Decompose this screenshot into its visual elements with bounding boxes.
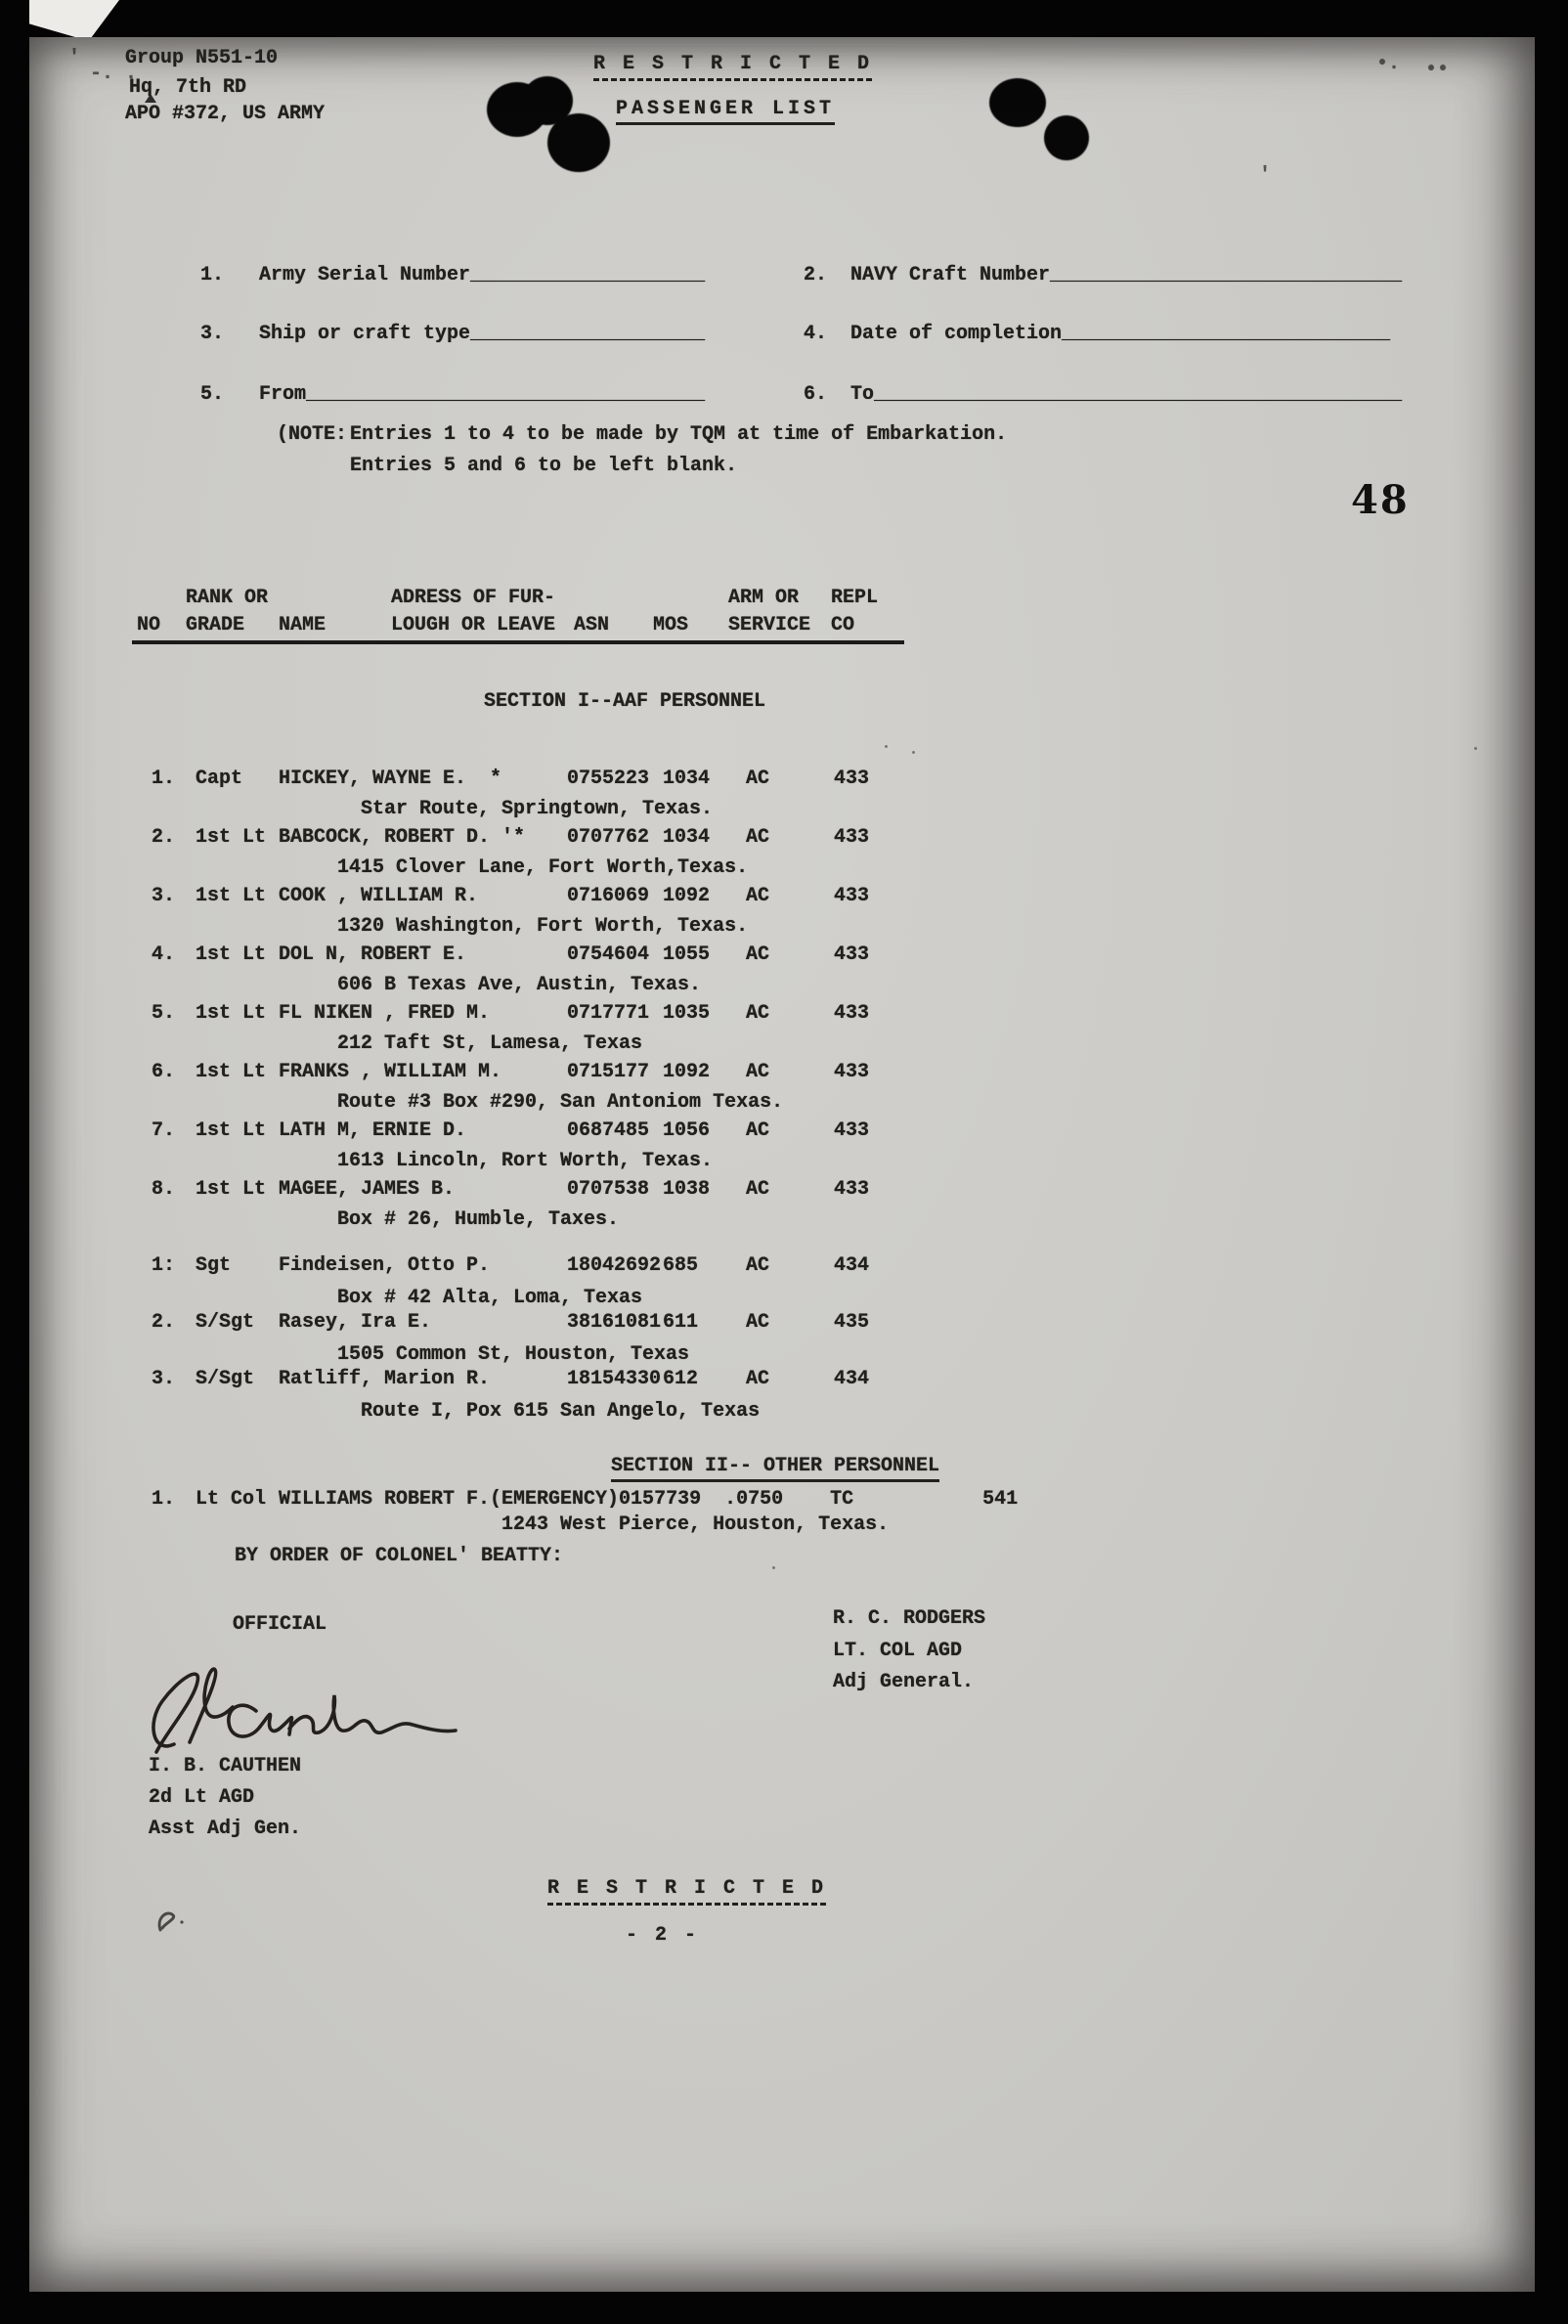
row-arm: AC: [746, 1119, 770, 1142]
col-header-no: NO: [137, 614, 161, 636]
table-header-rule: [132, 640, 904, 644]
speck: [772, 1566, 775, 1569]
table-row: [29, 1002, 1535, 1063]
row-number: 8.: [152, 1178, 176, 1201]
form-field-2: 2. NAVY Craft Number______________________________: [804, 264, 1403, 286]
ink-blob: [989, 78, 1046, 127]
row-repl: 433: [834, 1061, 870, 1083]
form-field-1: 1. Army Serial Number____________________: [200, 264, 706, 286]
row-rank: 1st Lt: [196, 1119, 267, 1142]
row-asn: 0707538: [567, 1178, 650, 1201]
row-name: MAGEE, JAMES B.: [279, 1178, 456, 1201]
classification-header: R E S T R I C T E D: [593, 53, 872, 81]
classification-footer: R E S T R I C T E D: [547, 1877, 826, 1906]
section-2-title: SECTION II-- OTHER PERSONNEL: [611, 1455, 939, 1482]
speck: [1474, 747, 1477, 750]
row-rank: Capt: [196, 767, 243, 790]
row-rank: 1st Lt: [196, 1178, 267, 1201]
row-mos: 1056: [663, 1119, 711, 1142]
table-row: [29, 1254, 1535, 1315]
row-number: 2.: [152, 1311, 176, 1334]
row-asn: 0715177: [567, 1061, 650, 1083]
col-header-address-2: LOUGH OR LEAVE: [391, 614, 556, 636]
row-number: 1.: [152, 767, 176, 790]
row-address: 212 Taft St, Lamesa, Texas: [337, 1032, 643, 1055]
row-number: 6.: [152, 1061, 176, 1083]
col-header-rank-2: GRADE: [186, 614, 245, 636]
note-line-2: Entries 5 and 6 to be left blank.: [350, 455, 738, 477]
row-repl: 433: [834, 885, 870, 907]
col-header-asn: ASN: [574, 614, 610, 636]
signature-title: Asst Adj Gen.: [149, 1818, 302, 1840]
margin-mark: ••: [1425, 59, 1450, 81]
row-number: 2.: [152, 826, 176, 849]
col-header-arm-1: ARM OR: [728, 587, 800, 609]
row-asn: 0687485: [567, 1119, 650, 1142]
row-mos: 611: [663, 1311, 699, 1334]
col-header-rank-1: RANK OR: [186, 587, 269, 609]
form-field-3: 3. Ship or craft type____________________: [200, 323, 706, 345]
row-rank: S/Sgt: [196, 1311, 255, 1334]
row-asn: 0716069: [567, 885, 650, 907]
table-row: [29, 943, 1535, 1004]
row-asn: 0707762: [567, 826, 650, 849]
table-row: [29, 1119, 1535, 1180]
typed-layer: [29, 37, 1535, 2292]
row-repl: 434: [834, 1254, 870, 1277]
row-rank: S/Sgt: [196, 1368, 255, 1390]
row-number: 7.: [152, 1119, 176, 1142]
row-rank: 1st Lt: [196, 885, 267, 907]
row-name: FRANKS , WILLIAM M.: [279, 1061, 502, 1083]
row-mos: 1092: [663, 885, 711, 907]
row-asn: 0754604: [567, 943, 650, 966]
section-1-title: SECTION I--AAF PERSONNEL: [484, 690, 766, 713]
table-row: [29, 1061, 1535, 1121]
row-name: DOL N, ROBERT E.: [279, 943, 467, 966]
row-repl: 433: [834, 1002, 870, 1025]
table-row: [29, 767, 1535, 828]
row-name: WILLIAMS ROBERT F.(EMERGENCY)0157739 .0750 TC 541: [279, 1488, 1019, 1511]
signature-name: I. B. CAUTHEN: [149, 1755, 302, 1777]
table-row: [29, 1488, 1535, 1549]
row-rank: 1st Lt: [196, 943, 267, 966]
signature-rank: 2d Lt AGD: [149, 1786, 255, 1809]
row-arm: AC: [746, 1178, 770, 1201]
row-address: 1613 Lincoln, Rort Worth, Texas.: [337, 1150, 714, 1172]
row-arm: AC: [746, 767, 770, 790]
row-mos: 1055: [663, 943, 711, 966]
row-name: Findeisen, Otto P.: [279, 1254, 491, 1277]
signer-title: Adj General.: [833, 1671, 975, 1693]
row-repl: 433: [834, 1178, 870, 1201]
row-asn: 0755223: [567, 767, 650, 790]
row-repl: 434: [834, 1368, 870, 1390]
note-line-1: Entries 1 to 4 to be made by TQM at time of Embarkation.: [350, 423, 1008, 446]
form-field-6: 6. To_____________________________________________: [804, 383, 1403, 406]
row-repl: 433: [834, 943, 870, 966]
row-address: 1415 Clover Lane, Fort Worth,Texas.: [337, 856, 749, 879]
document-page: [29, 37, 1535, 2292]
row-mos: 612: [663, 1368, 699, 1390]
row-name: HICKEY, WAYNE E. *: [279, 767, 502, 790]
row-arm: AC: [746, 1254, 770, 1277]
table-row: [29, 885, 1535, 945]
row-address: 1320 Washington, Fort Worth, Texas.: [337, 915, 749, 938]
row-address: Route #3 Box #290, San Antoniom Texas.: [337, 1091, 784, 1114]
col-header-repl-2: CO: [831, 614, 855, 636]
row-mos: 1035: [663, 1002, 711, 1025]
table-row: [29, 1311, 1535, 1372]
letterhead-unit: Hq, 7th RD: [129, 76, 247, 99]
row-arm: AC: [746, 885, 770, 907]
row-asn: 0717771: [567, 1002, 650, 1025]
row-name: COOK , WILLIAM R.: [279, 885, 479, 907]
signature-cauthen: [145, 1650, 467, 1763]
table-row: [29, 1178, 1535, 1239]
row-rank: 1st Lt: [196, 1002, 267, 1025]
row-rank: Lt Col: [196, 1488, 267, 1511]
pencil-smudge: [154, 1910, 190, 1936]
row-arm: AC: [746, 943, 770, 966]
row-address: Box # 26, Humble, Taxes.: [337, 1208, 620, 1231]
row-address: Star Route, Springtown, Texas.: [337, 798, 714, 820]
page-stamp: 48: [1351, 477, 1410, 523]
official-label: OFFICIAL: [233, 1613, 327, 1636]
row-repl: 435: [834, 1311, 870, 1334]
row-address: Box # 42 Alta, Loma, Texas: [337, 1287, 643, 1309]
row-number: 1:: [152, 1254, 176, 1277]
row-asn: 18042692: [567, 1254, 662, 1277]
row-asn: 18154330: [567, 1368, 662, 1390]
letterhead-apo: APO #372, US ARMY: [125, 103, 326, 125]
row-name: Ratliff, Marion R.: [279, 1368, 491, 1390]
margin-mark: •.: [1376, 53, 1401, 75]
col-header-address-1: ADRESS OF FUR-: [391, 587, 556, 609]
col-header-arm-2: SERVICE: [728, 614, 811, 636]
page-number: - 2 -: [626, 1924, 700, 1947]
row-address: 1243 West Pierce, Houston, Texas.: [337, 1513, 890, 1536]
row-repl: 433: [834, 767, 870, 790]
speck: [912, 751, 915, 754]
ink-blob: [1044, 115, 1089, 160]
row-arm: AC: [746, 826, 770, 849]
col-header-repl-1: REPL: [831, 587, 879, 609]
row-arm: AC: [746, 1061, 770, 1083]
row-number: 4.: [152, 943, 176, 966]
letterhead-group: Group N551-10: [125, 47, 279, 69]
margin-mark: ': [68, 47, 81, 69]
col-header-name: NAME: [279, 614, 327, 636]
row-rank: Sgt: [196, 1254, 232, 1277]
table-row: [29, 1368, 1535, 1428]
form-field-4: 4. Date of completion____________________________: [804, 323, 1391, 345]
row-name: FL NIKEN , FRED M.: [279, 1002, 491, 1025]
row-repl: 433: [834, 826, 870, 849]
row-number: 1.: [152, 1488, 176, 1511]
row-address: 1505 Common St, Houston, Texas: [337, 1343, 690, 1366]
margin-mark: ': [1259, 164, 1272, 187]
row-name: Rasey, Ira E.: [279, 1311, 432, 1334]
row-mos: 1092: [663, 1061, 711, 1083]
note-label: (NOTE:: [277, 423, 348, 446]
row-arm: AC: [746, 1002, 770, 1025]
row-name: LATH M, ERNIE D.: [279, 1119, 467, 1142]
margin-mark: -. .: [90, 63, 138, 85]
by-order-line: BY ORDER OF COLONEL' BEATTY:: [235, 1545, 564, 1567]
row-number: 3.: [152, 1368, 176, 1390]
page-title: PASSENGER LIST: [616, 98, 835, 125]
row-mos: 1034: [663, 826, 711, 849]
speck: [885, 745, 888, 748]
table-row: [29, 826, 1535, 887]
signer-rank: LT. COL AGD: [833, 1640, 963, 1662]
row-number: 3.: [152, 885, 176, 907]
row-mos: 1038: [663, 1178, 711, 1201]
row-mos: 685: [663, 1254, 699, 1277]
row-repl: 433: [834, 1119, 870, 1142]
row-rank: 1st Lt: [196, 1061, 267, 1083]
row-address: Route I, Pox 615 San Angelo, Texas: [337, 1400, 761, 1423]
row-number: 5.: [152, 1002, 176, 1025]
row-rank: 1st Lt: [196, 826, 267, 849]
col-header-mos: MOS: [653, 614, 689, 636]
ink-blob: [547, 113, 610, 172]
row-arm: AC: [746, 1368, 770, 1390]
row-asn: 38161081: [567, 1311, 662, 1334]
row-name: BABCOCK, ROBERT D. '*: [279, 826, 526, 849]
form-field-5: 5. From__________________________________: [200, 383, 706, 406]
signer-name: R. C. RODGERS: [833, 1607, 986, 1630]
row-mos: 1034: [663, 767, 711, 790]
row-address: 606 B Texas Ave, Austin, Texas.: [337, 974, 702, 996]
row-arm: AC: [746, 1311, 770, 1334]
